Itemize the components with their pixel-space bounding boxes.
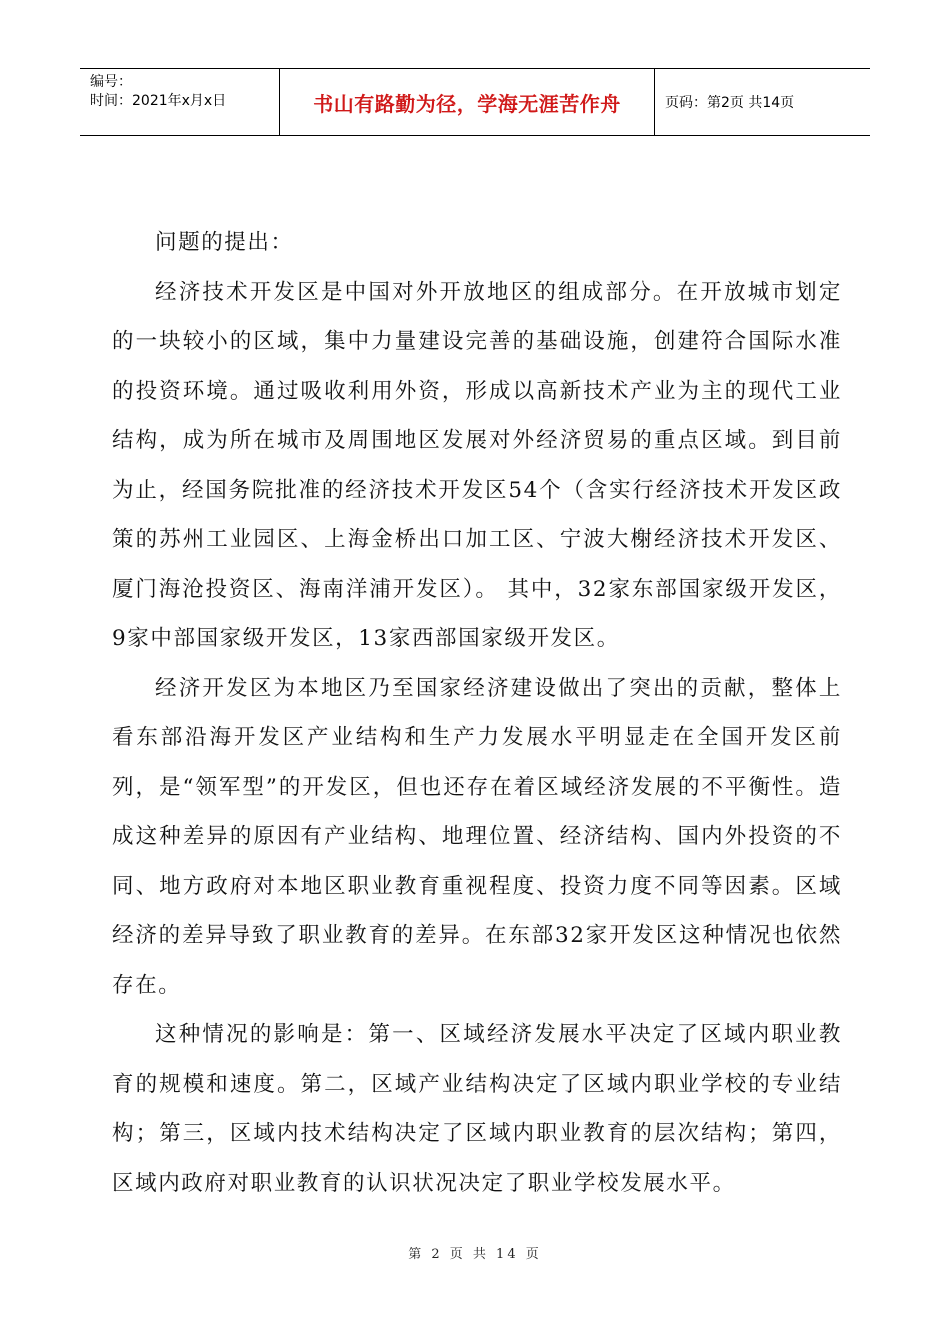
document-body bbox=[112, 218, 842, 1208]
header-meta bbox=[80, 69, 280, 135]
page-footer: 第 2 页 共 14 页 bbox=[408, 1247, 542, 1262]
section-heading: 问题的提出： bbox=[155, 230, 294, 255]
body-paragraph: 经济开发区为本地区乃至国家经济建设做出了突出的贡献，整体上看东部沿海开发区产业结构和生产力发展水平明显走在全国开发区前列，是“领军型”的开发区，但也还存在着区域经济发展的不平衡性。造成这种差异的原因有产业结构、地理位置、经济结构、国内外投资的不同、地方政府对本地区职业教育重视程度、投资力度不同等因素。区域经济的差异导致了职业教育的差异。在东部32家开发区这种情况也依然存在。 bbox=[112, 675, 842, 998]
body-paragraph: 这种情况的影响是：第一、区域经济发展水平决定了区域内职业教育的规模和速度。第二，区域产业结构决定了区域内职业学校的专业结构；第三，区域内技术结构决定了区域内职业教育的层次结构；第四，区域内政府对职业教育的认识状况决定了职业学校发展水平。 bbox=[112, 1022, 842, 1196]
header-motto: 书山有路勤为径，学海无涯苦作舟 bbox=[280, 69, 655, 135]
document-number-label: 编号： bbox=[90, 74, 132, 90]
body-paragraph: 经济技术开发区是中国对外开放地区的组成部分。在开放城市划定的一块较小的区域，集中力量建设完善的基础设施，创建符合国际水准的投资环境。通过吸收利用外资，形成以高新技术产业为主的现代工业结构，成为所在城市及周围地区发展对外经济贸易的重点区域。到目前为止，经国务院批准的经济技术开发区54个（含实行经济技术开发区政策的苏州工业园区、上海金桥出口加工区、宁波大榭经济技术开发区、厦门海沧投资区、海南洋浦开发区）。 其中，32家东部国家级开发区，9家中部国家级开发区，13家西部国家级开发区。 bbox=[112, 279, 842, 651]
document-date-label: 时间：2021年x月x日 bbox=[90, 93, 227, 109]
header-page-info: 页码：第2页 共14页 bbox=[665, 95, 795, 111]
page-header bbox=[80, 68, 870, 136]
